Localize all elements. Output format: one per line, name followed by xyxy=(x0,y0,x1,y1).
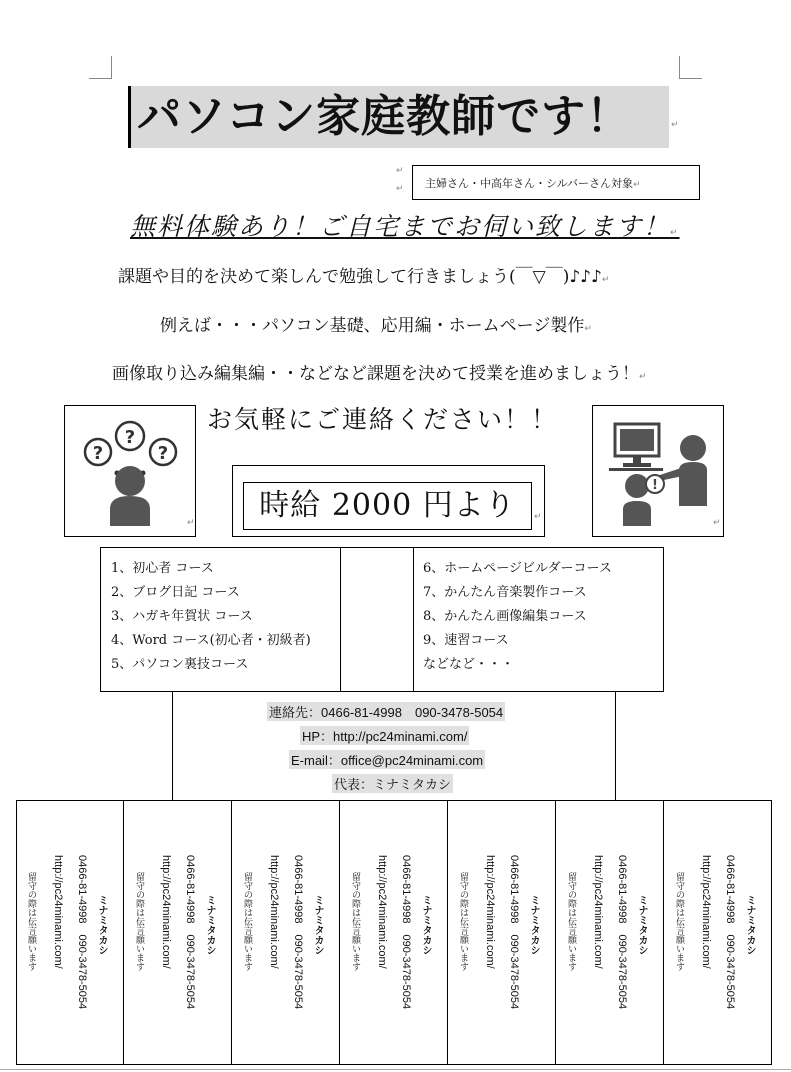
tab-note: 留守の際は伝言願います xyxy=(675,872,685,971)
teacher-computer-icon xyxy=(593,406,723,536)
svg-text:?: ? xyxy=(157,443,169,464)
page-corner-mark-right xyxy=(679,56,702,79)
tab-name: ミナミタカシ xyxy=(636,895,647,955)
tab-note: 留守の際は伝言願います xyxy=(243,872,253,971)
tear-off-tab xyxy=(664,800,772,1065)
question-person-illustration xyxy=(64,405,196,537)
course-item: などなど・・・ xyxy=(423,657,515,672)
free-trial-heading xyxy=(130,207,680,243)
tab-phone: 0466-81-4998 090-3478-5054 xyxy=(508,855,520,1010)
tear-off-tab xyxy=(124,800,232,1065)
course-item: 5、パソコン裏技コース xyxy=(111,657,249,672)
page-corner-mark-left xyxy=(89,56,112,79)
tab-name: ミナミタカシ xyxy=(744,895,755,955)
table-divider xyxy=(340,547,341,692)
tab-phone: 0466-81-4998 090-3478-5054 xyxy=(724,855,736,1010)
paragraph-mark: ↵ xyxy=(639,372,647,382)
tear-off-tab xyxy=(232,800,340,1065)
page-bottom-rule xyxy=(0,1069,791,1070)
tab-name: ミナミタカシ xyxy=(96,895,107,955)
tear-off-tab xyxy=(556,800,664,1065)
tear-off-tab xyxy=(16,800,124,1065)
svg-text:?: ? xyxy=(92,443,104,464)
body-line-2-text: 例えば・・・パソコン基礎、応用編・ホームページ製作 xyxy=(160,316,585,336)
tab-name: ミナミタカシ xyxy=(312,895,323,955)
tab-note: 留守の際は伝言願います xyxy=(567,872,577,971)
course-item: 8、かんたん画像編集コース xyxy=(423,609,587,624)
tear-off-tab xyxy=(340,800,448,1065)
tab-note: 留守の際は伝言願います xyxy=(351,872,361,971)
target-audience-box xyxy=(412,165,700,200)
target-audience-text: 主婦さん・中高年さん・シルバーさん対象 xyxy=(425,177,633,190)
question-person-icon xyxy=(65,406,195,536)
price-box: 時給 2000 円より xyxy=(243,482,532,530)
tab-url: http://pc24minami.com/ xyxy=(484,855,496,969)
course-item: 9、速習コース xyxy=(423,633,509,648)
tab-phone: 0466-81-4998 090-3478-5054 xyxy=(76,855,88,1010)
paragraph-mark: ↵ xyxy=(187,518,195,528)
paragraph-mark: ↵ xyxy=(396,184,404,194)
paragraph-mark: ↵ xyxy=(534,512,542,522)
svg-text:!: ! xyxy=(652,478,658,493)
tear-off-tab xyxy=(448,800,556,1065)
course-item: 6、ホームページビルダーコース xyxy=(423,561,612,576)
tab-note: 留守の際は伝言願います xyxy=(27,872,37,971)
paragraph-mark: ↵ xyxy=(670,228,680,238)
table-divider xyxy=(413,547,414,692)
svg-text:?: ? xyxy=(124,427,136,448)
tab-phone: 0466-81-4998 090-3478-5054 xyxy=(616,855,628,1010)
body-line-3 xyxy=(112,359,647,384)
course-item: 7、かんたん音楽製作コース xyxy=(423,585,587,600)
tab-phone: 0466-81-4998 090-3478-5054 xyxy=(184,855,196,1010)
tab-url: http://pc24minami.com/ xyxy=(160,855,172,969)
course-item: 4、Word コース(初心者・初級者) xyxy=(111,633,311,648)
body-line-3-text: 画像取り込み編集編・・などなど課題を決めて授業を進めましょう！ xyxy=(112,364,639,384)
tab-name: ミナミタカシ xyxy=(420,895,431,955)
tab-phone: 0466-81-4998 090-3478-5054 xyxy=(292,855,304,1010)
free-trial-text: 無料体験あり！ご自宅までお伺い致します！ xyxy=(130,212,671,241)
course-item: 1、初心者 コース xyxy=(111,561,214,576)
contact-call-heading: お気軽にご連絡ください！！ xyxy=(207,405,559,434)
tab-note: 留守の際は伝言願います xyxy=(459,872,469,971)
teacher-computer-illustration xyxy=(592,405,724,537)
tab-name: ミナミタカシ xyxy=(204,895,215,955)
contact-phone: 連絡先：0466-81-4998 090-3478-5054 xyxy=(267,702,505,721)
tab-note: 留守の際は伝言願います xyxy=(135,872,145,971)
paragraph-mark: ↵ xyxy=(584,324,592,334)
body-line-1 xyxy=(118,262,609,287)
tab-url: http://pc24minami.com/ xyxy=(376,855,388,969)
paragraph-mark: ↵ xyxy=(671,120,679,130)
tab-url: http://pc24minami.com/ xyxy=(592,855,604,969)
paragraph-mark: ↵ xyxy=(601,275,610,285)
paragraph-mark: ↵ xyxy=(632,180,641,190)
course-item: 2、ブログ日記 コース xyxy=(111,585,240,600)
tab-name: ミナミタカシ xyxy=(528,895,539,955)
body-line-2 xyxy=(160,311,592,336)
contact-website: HP：http://pc24minami.com/ xyxy=(300,726,469,745)
body-line-1-text: 課題や目的を決めて楽しんで勉強して行きましょう(￣▽￣)♪♪♪ xyxy=(118,267,602,287)
paragraph-mark: ↵ xyxy=(713,518,721,528)
tab-url: http://pc24minami.com/ xyxy=(268,855,280,969)
tab-url: http://pc24minami.com/ xyxy=(52,855,64,969)
contact-representative: 代表：ミナミタカシ xyxy=(332,774,453,793)
course-item: 3、ハガキ年賀状 コース xyxy=(111,609,253,624)
tab-url: http://pc24minami.com/ xyxy=(700,855,712,969)
paragraph-mark: ↵ xyxy=(396,166,404,176)
page-title: パソコン家庭教師です！ xyxy=(128,86,669,148)
contact-email: E-mail：office@pc24minami.com xyxy=(289,750,485,769)
tab-phone: 0466-81-4998 090-3478-5054 xyxy=(400,855,412,1010)
